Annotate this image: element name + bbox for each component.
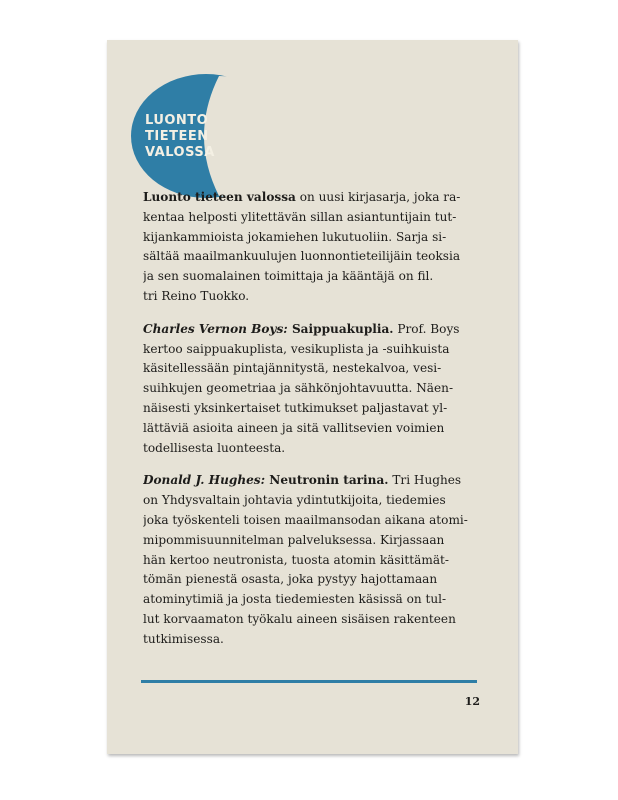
book-entry-boys: [143, 320, 479, 459]
text-line: ja sen suomalainen toimittaja ja kääntäjä on fil.: [143, 269, 434, 284]
text-line: on Yhdysvaltain johtavia ydintutkijoita, tiedemies: [143, 493, 446, 508]
text-line: lut korvaamaton työkalu aineen sisäisen rakenteen: [143, 611, 456, 626]
text-line: suihkujen geometriaa ja sähkönjohtavuutta. Näen-: [143, 381, 454, 396]
series-logo-text: [145, 113, 235, 161]
text-line: tömän pienestä osasta, joka pystyy hajottamaan: [143, 572, 438, 587]
text-line: Luonto tieteen valossa on uusi kirjasarja, joka ra-: [143, 190, 461, 204]
logo-line: TIETEEN: [145, 129, 209, 144]
book-title: Neutronin tarina.: [265, 473, 389, 488]
text-line: näisesti yksinkertaiset tutkimukset paljastavat yl-: [143, 400, 448, 415]
text-line: kijankammioista jokamiehen lukutuoliin. Sarja si-: [143, 229, 447, 244]
text-line: käsitellessään pintajännitystä, nestekalvoa, vesi-: [143, 361, 442, 376]
author-name: Charles Vernon Boys:: [143, 321, 288, 336]
page-number: 12: [464, 695, 480, 708]
author-name: Donald J. Hughes:: [143, 473, 266, 488]
book-back-cover: [107, 40, 518, 754]
text-line: sältää maailmankuulujen luonnontieteilijäin teoksia: [143, 249, 461, 264]
text-line: kentaa helposti ylitettävän sillan asiantuntijain tut-: [143, 209, 457, 224]
text-line: kertoo saippuakuplista, vesikuplista ja -suihkuista: [143, 341, 450, 356]
text-line: lättäviä asioita aineen ja sitä vallitsevien voimien: [143, 420, 445, 435]
book-title: Saippuakuplia.: [287, 321, 394, 336]
text-line: atominytimiä ja josta tiedemiesten käsissä on tul-: [143, 592, 447, 607]
text-line: tutkimisessa.: [143, 631, 224, 646]
blurb-text: [143, 188, 479, 663]
book-entry-hughes: [143, 471, 479, 649]
divider-rule: [141, 680, 477, 683]
text-line: mipommisuunnitelman palveluksessa. Kirjassaan: [143, 532, 445, 547]
text-line: Charles Vernon Boys: Saippuakuplia. Prof. Boys: [143, 321, 460, 336]
text-line: tri Reino Tuokko.: [143, 288, 250, 303]
logo-line: VALOSSA: [145, 145, 215, 160]
text-line: Donald J. Hughes: Neutronin tarina. Tri Hughes: [143, 473, 462, 488]
series-name: Luonto tieteen valossa: [143, 190, 296, 204]
text-line: hän kertoo neutronista, tuosta atomin käsittämät-: [143, 552, 449, 567]
series-intro-paragraph: [143, 188, 479, 307]
text-line: todellisesta luonteesta.: [143, 440, 286, 455]
text-line: joka työskenteli toisen maailmansodan aikana atomi-: [143, 512, 468, 527]
series-logo: [131, 74, 281, 198]
logo-line: LUONTO: [145, 113, 209, 128]
